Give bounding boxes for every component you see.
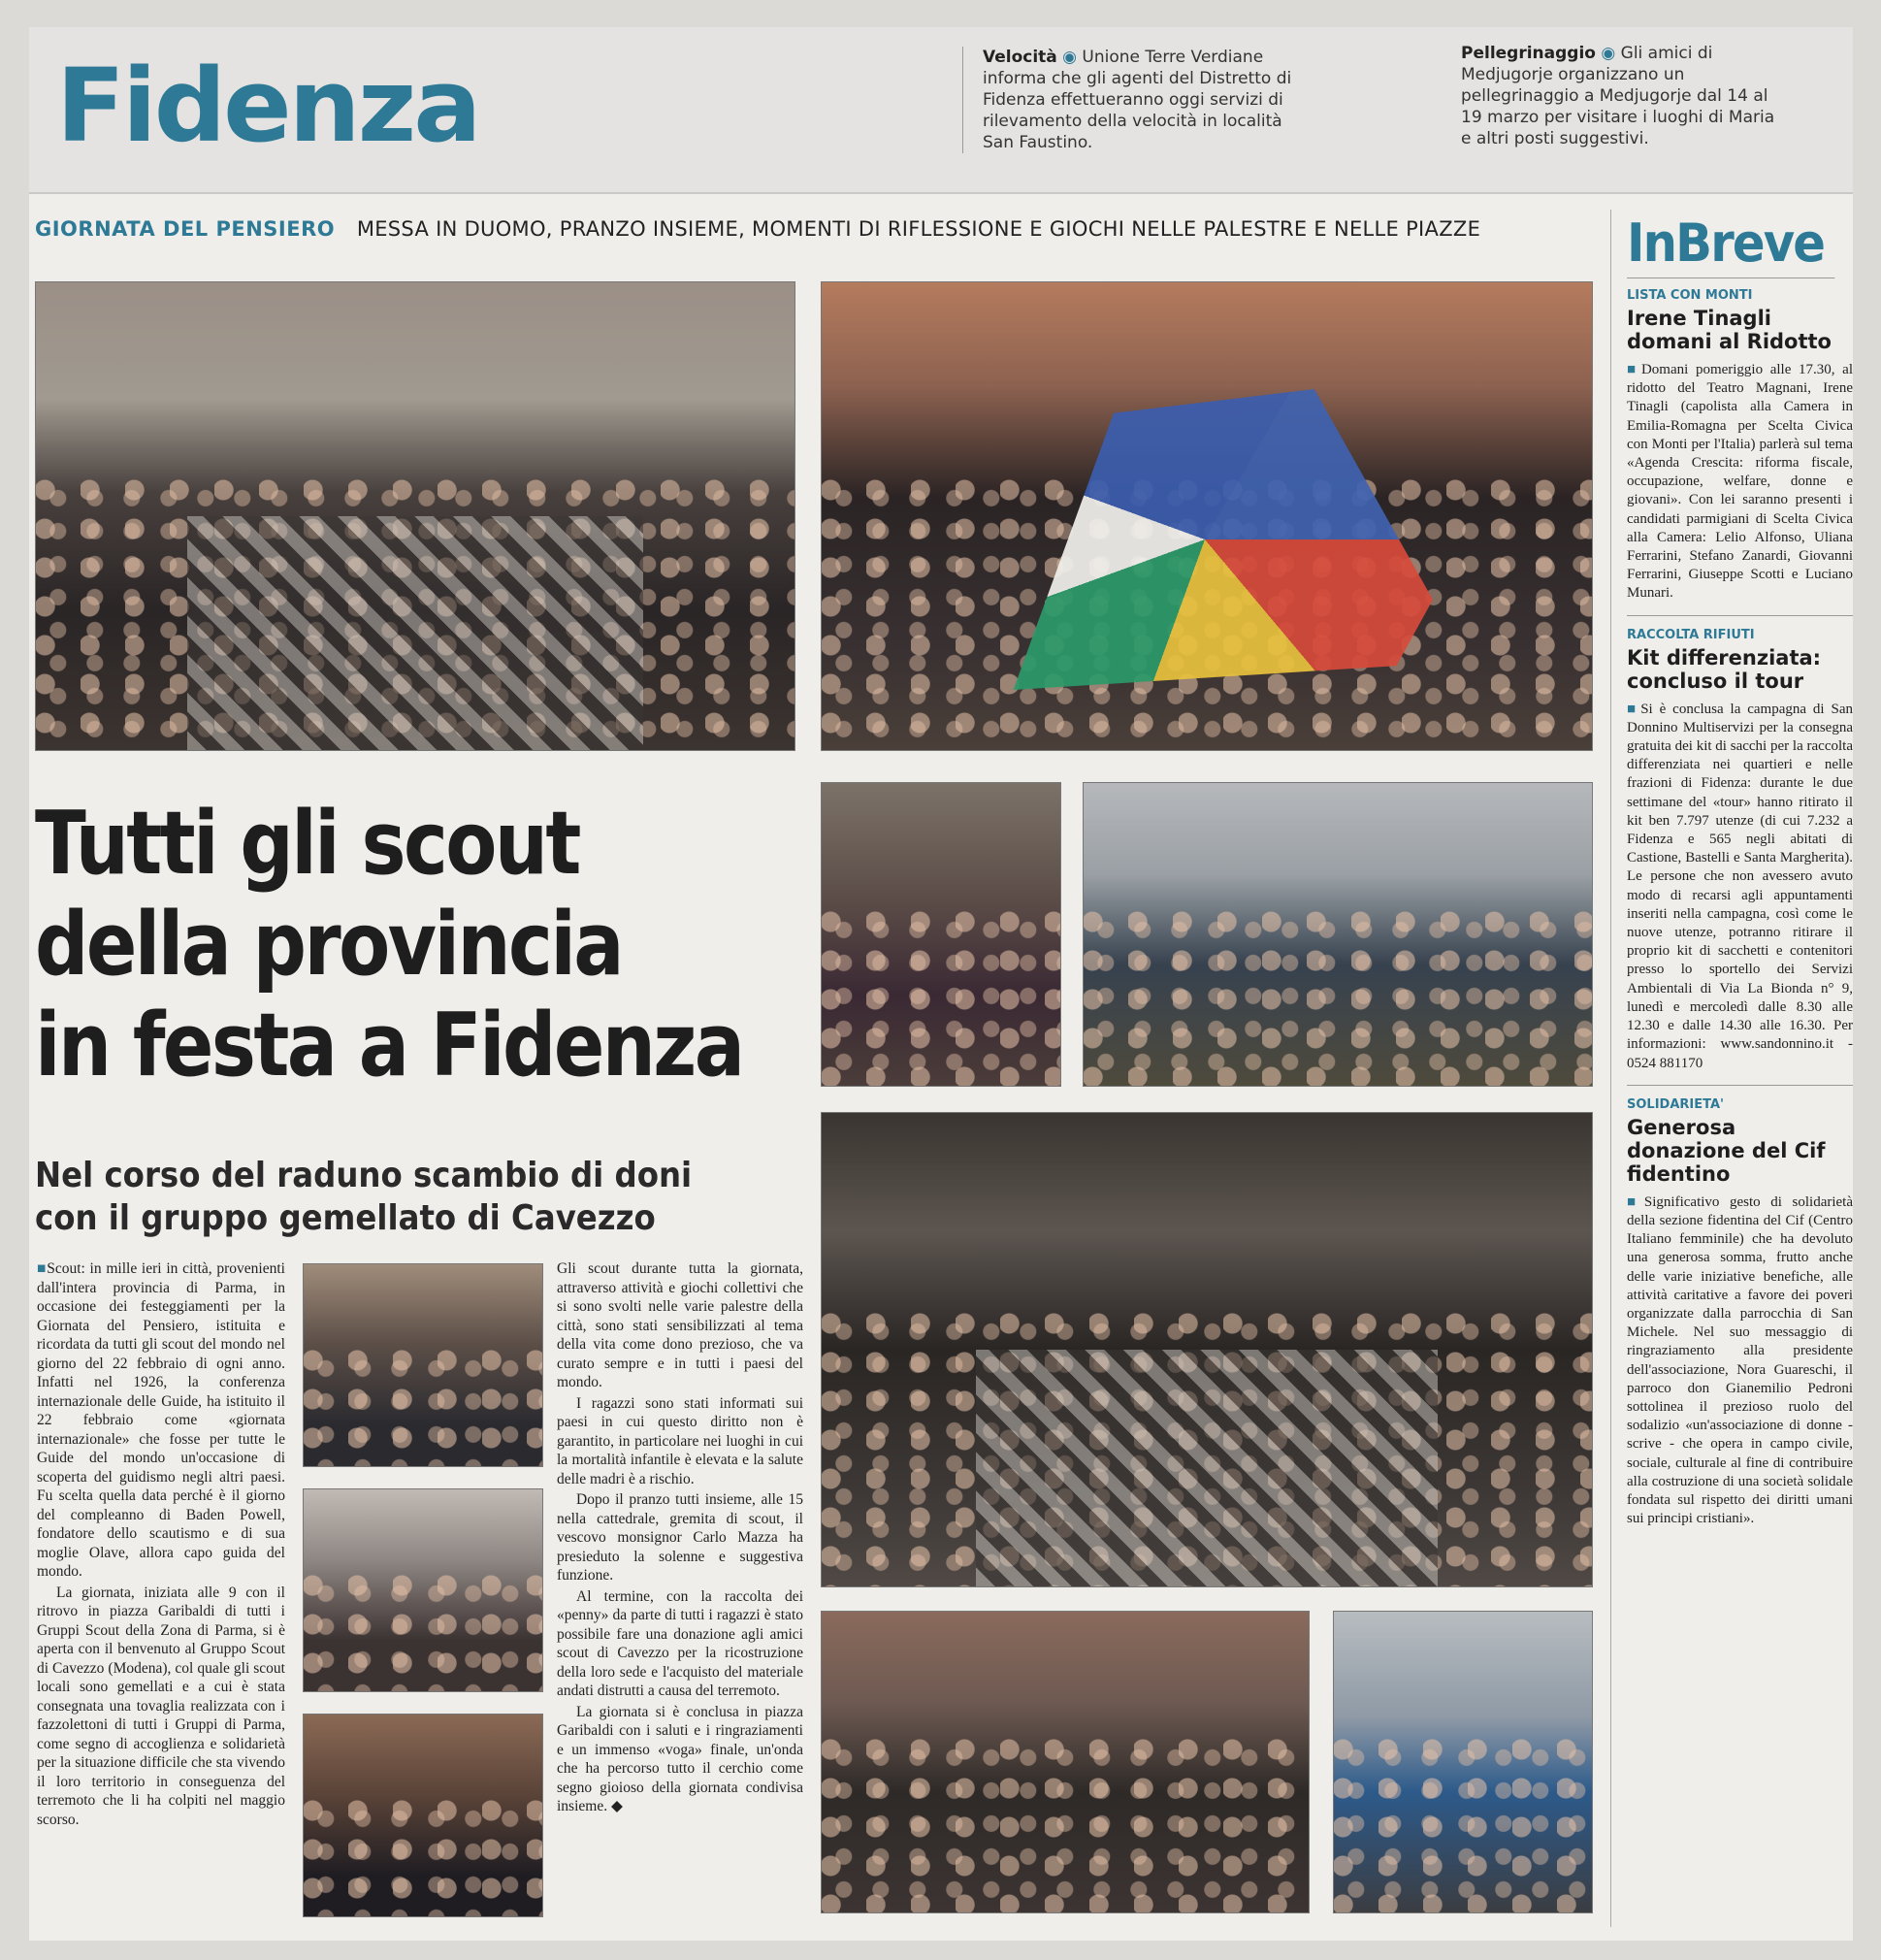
top-brief-text: Gli amici di Medjugorje organizzano un pellegrinaggio a Medjugorje dal 14 al 19 marzo per visitare i luoghi di Maria e altri posti suggestivi. bbox=[1461, 44, 1775, 148]
headline-line: in festa a Fidenza bbox=[35, 995, 743, 1096]
photo-scouts-group-lawn bbox=[1083, 782, 1593, 1087]
article-column-1 bbox=[37, 1259, 285, 1831]
photo-scout-boys bbox=[303, 1263, 543, 1467]
news-body: ■ Domani pomeriggio alle 17.30, al ridotto del Teatro Magnani, Irene Tinagli (capolista alla Camera in Emilia-Romagna per Scelta Civica con Monti per l'Italia) parlerà sul tema «Agenda Crescita: riforma fiscale, occupazione, welfare, donne e giovani». Con lei saranno presenti i candidati parmigiani di Scelta Civica alla Camera: Lelio Alfonso, Uliana Ferrarini, Stefano Zanardi, Giovanni Ferrarini, Giuseppe Scotti e Luciano Munari. bbox=[1627, 362, 1853, 602]
lead-mark: ■ bbox=[1627, 701, 1639, 717]
lead-mark: ■ bbox=[37, 1260, 48, 1277]
inbreve-sidebar bbox=[1610, 210, 1853, 1927]
article-column-2 bbox=[557, 1259, 803, 1818]
sidebar-title: InBreve bbox=[1627, 210, 1834, 278]
kicker-text: MESSA IN DUOMO, PRANZO INSIEME, MOMENTI DI RIFLESSIONE E GIOCHI NELLE PALESTRE E NELLE PIAZZE bbox=[356, 217, 1481, 241]
photo-cathedral-interior bbox=[821, 1112, 1593, 1587]
photo-group-portrait bbox=[821, 1611, 1310, 1913]
article-kicker bbox=[35, 217, 1597, 246]
news-kicker: RACCOLTA RIFIUTI bbox=[1627, 627, 1755, 642]
news-body: ■ Si è conclusa la campagna di San Donnino Multiservizi per la consegna gratuita dei kit di sacchi per la raccolta differenziata nei quartieri e nelle frazioni di Fidenza: durante le due settimane del «tour» hanno ritirato il kit ben 7.797 utenze (di cui 7.232 a Fidenza e 565 negli abitati di Castione, Bastelli e Santa Margherita). Le persone che non avessero avuto modo di recarsi agli appuntamenti inseriti nella campagna, così come le nuove utenze, potranno ritirare il proprio kit di sacchetti e contenitori presso lo sportello dei Servizi Ambientali di Via La Bionda n° 9, lunedì e mercoledì dalle 8.30 alle 12.30 e dalle 14.30 alle 16.30. Per informazioni: www.sandonnino.it - 0524 881170 bbox=[1627, 701, 1853, 1071]
news-headline: Kit differenziata: concluso il tour bbox=[1627, 645, 1822, 693]
news-headline: Generosa donazione del Cif fidentino bbox=[1627, 1115, 1826, 1186]
photo-scout-boy bbox=[1333, 1611, 1593, 1913]
article-paragraph: Al termine, con la raccolta dei «penny» da parte di tutti i ragazzi è stato possibile fare una donazione agli amici scout di Cavezzo per la ricostruzione della loro sede e l'acquisto del materiale andati distrutti a causa del terremoto. bbox=[557, 1587, 803, 1699]
news-kicker: SOLIDARIETA' bbox=[1627, 1096, 1725, 1112]
subhead-line: con il gruppo gemellato di Cavezzo bbox=[35, 1198, 656, 1238]
photo-bishop-mass bbox=[821, 782, 1061, 1087]
lead-mark: ■ bbox=[1627, 362, 1639, 377]
news-kicker: LISTA CON MONTI bbox=[1627, 288, 1753, 303]
photo-scout-crowd bbox=[303, 1488, 543, 1692]
news-body: ■ Significativo gesto di solidarietà della sezione fidentina del Cif (Centro Italiano femminile) che ha devoluto una generosa somma, frutto anche delle varie iniziative benefiche, alle attività caritative a favore dei poveri organizzate dalla parrocchia di San Michele. Nel suo messaggio di ringraziamento alla presidente dell'associazione, Nora Guareschi, il parroco don Gianemilio Pedroni sottolinea il prezioso ruolo del sodalizio «un'associazione di donne - scrive - che opera in campo civile, sociale, culturale al fine di contribuire alla costruzione di una società solidale fondata sul rispetto dei diritti umani sui principi cristiani». bbox=[1627, 1193, 1854, 1527]
article-subheadline bbox=[35, 1155, 725, 1240]
news-brief-tinagli bbox=[1627, 288, 1853, 616]
subhead-line: Nel corso del raduno scambio di doni bbox=[35, 1156, 693, 1195]
headline-line: Tutti gli scout bbox=[35, 793, 579, 895]
news-brief-kit-differenziata bbox=[1627, 628, 1853, 1086]
bullet-icon: ◉ bbox=[1601, 44, 1621, 63]
bullet-icon: ◉ bbox=[1062, 48, 1083, 67]
article-paragraph: Gli scout durante tutta la giornata, attraverso attività e giochi collettivi che si sono svolti nelle varie palestre della città, sono stati sensibilizzati al tema della vita come dono prezioso, che va curato sempre e in tutti i paesi del mondo. bbox=[557, 1260, 803, 1390]
photo-scout-leaders bbox=[303, 1714, 543, 1917]
lead-mark: ■ bbox=[1627, 1193, 1642, 1210]
section-title: Fidenza bbox=[56, 47, 479, 165]
top-brief-label: Velocità bbox=[983, 48, 1057, 67]
masthead bbox=[29, 27, 1853, 194]
photo-scouts-piazza bbox=[35, 281, 795, 751]
article-paragraph: Dopo il pranzo tutti insieme, alle 15 nella cattedrale, gremita di scout, il vescovo monsignor Carlo Mazza ha presieduto la solenne e suggestiva funzione. bbox=[557, 1491, 803, 1584]
top-brief-label: Pellegrinaggio bbox=[1461, 44, 1596, 63]
newspaper-page bbox=[29, 27, 1853, 1941]
article-paragraph: I ragazzi sono stati informati sui paesi in cui questo diritto non è garantito, in particolare nei luoghi in cui la mortalità infantile è elevata e la salute delle madri è a rischio. bbox=[557, 1394, 803, 1487]
top-brief-velocita bbox=[962, 47, 1312, 153]
headline-line: della provincia bbox=[35, 894, 622, 996]
article-headline bbox=[35, 793, 743, 1096]
news-headline: Irene Tinagli domani al Ridotto bbox=[1627, 307, 1832, 353]
article-paragraph: La giornata si è conclusa in piazza Garibaldi con i saluti e i ringraziamenti e un immenso «voga» finale, un'onda che ha percorso tutto il cerchio come segno gioioso della giornata condivisa insieme. ◆ bbox=[557, 1703, 803, 1814]
article-paragraph: ■Scout: in mille ieri in città, provenienti dall'intera provincia di Parma, in occasione dei festeggiamenti per la Giornata del Pensiero, istituita e ricordata da tutti gli scout del mondo nel giorno del 22 febbraio di ogni anno. Infatti nel 1926, la conferenza internazionale delle Guide, ha istituito il 22 febbraio come «giornata internazionale» che fosse per tutte le Guide del mondo un'occasione di scoperta del guidismo negli altri paesi. Fu scelta quella data perché è il giorno del compleanno di Baden Powell, fondatore dello scautismo e di sua moglie Olave, allora capo guida del mondo. bbox=[37, 1260, 285, 1580]
top-brief-pellegrinaggio bbox=[1461, 43, 1781, 149]
news-brief-cif bbox=[1627, 1097, 1853, 1541]
top-brief-text: Unione Terre Verdiane informa che gli agenti del Distretto di Fidenza effettueranno oggi servizi di rilevamento della velocità in località San Faustino. bbox=[983, 48, 1292, 152]
article-paragraph: La giornata, iniziata alle 9 con il ritrovo in piazza Garibaldi di tutti i Gruppi Scout della Zona di Parma, si è aperta con il benvenuto al Gruppo Scout di Cavezzo (Modena), col quale gli scout locali sono gemellati e a cui è stata consegnata una tovaglia realizzata con i fazzolettoni di tutti i Gruppi di Parma, come segno di accoglienza e solidarietà per la situazione difficile che sta vivendo il loro territorio in conseguenza del terremoto che li ha colpiti nel maggio scorso. bbox=[37, 1584, 285, 1828]
photo-scouts-kite-flag bbox=[821, 281, 1593, 751]
kicker-label: GIORNATA DEL PENSIERO bbox=[35, 217, 336, 241]
